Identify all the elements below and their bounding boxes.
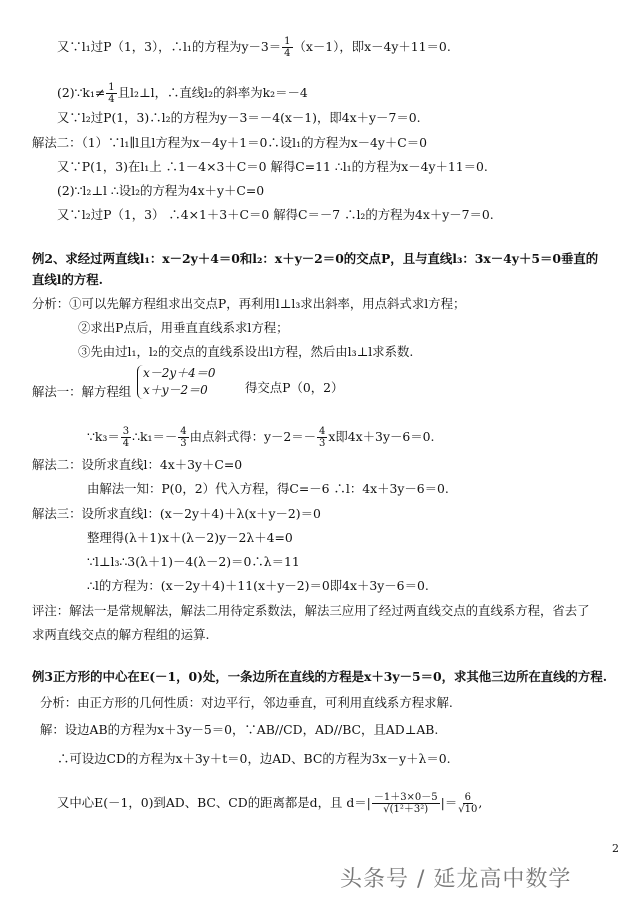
analysis-1: 分析：①可以先解方程组求出交点P，再利用l⊥l₃求出斜率，用点斜式求l方程； xyxy=(32,296,466,311)
text: x即4x＋3y－6＝0. xyxy=(328,429,435,444)
comment-2: 求两直线交点的解方程组的运算. xyxy=(32,627,210,642)
solution-3-line-4: ∴l的方程为：(x－2y＋4)＋11(x＋y－2)＝0即4x＋3y－6＝0. xyxy=(87,578,429,593)
page-number: 2 xyxy=(612,842,619,855)
denominator: 4 xyxy=(284,48,291,59)
equation-2: x＋y－2＝0 xyxy=(143,383,208,397)
text: 且l₂⊥l，∴直线l₂的斜率为k₂＝－4 xyxy=(117,85,308,100)
text: (2)∵k₁≠ xyxy=(57,85,106,100)
denominator: √(1²＋3²) xyxy=(383,804,429,815)
denominator: 4 xyxy=(108,94,115,105)
solution-2-line-1: 解法二：设所求直线l：4x＋3y＋C=0 xyxy=(32,457,243,472)
numerator: 3 xyxy=(122,426,130,437)
denominator: √10 xyxy=(458,804,478,815)
example-2-title: 例2、求经过两直线l₁：x－2y＋4＝0和l₂：x＋y－2＝0的交点P，且与直线l₃：3x－4y＋5＝0垂直的 xyxy=(32,251,599,266)
fraction xyxy=(317,426,327,449)
text: |＝ xyxy=(440,795,458,810)
line-2 xyxy=(57,82,308,105)
example-3-solution-1: 解：设边AB的方程为x＋3y－5＝0，∵AB//CD，AD//BC，且AD⊥AB. xyxy=(40,722,439,737)
fraction xyxy=(121,426,131,449)
fraction xyxy=(372,792,440,815)
text: , xyxy=(478,795,483,810)
example-3-analysis: 分析：由正方形的几何性质：对边平行，邻边垂直，可利用直线系方程求解. xyxy=(40,695,453,710)
numerator: 1 xyxy=(284,36,291,47)
watermark xyxy=(340,862,571,893)
text: ∵k₃＝ xyxy=(87,429,120,444)
example-3-solution-3 xyxy=(57,792,482,815)
fraction xyxy=(282,36,292,59)
denominator: 4 xyxy=(122,438,130,449)
watermark-name: 延龙高中数学 xyxy=(433,867,572,892)
solution-1-label: 解法一：解方程组 xyxy=(32,384,132,399)
text: 又∵l₁过P（1，3），∴l₁的方程为y－3＝ xyxy=(57,39,282,54)
line-6: (2)∵l₂⊥l ∴设l₂的方程为4x＋y＋C=0 xyxy=(57,183,265,198)
example-3-solution-2: ∴可设边CD的方程为x＋3y＋t＝0，边AD、BC的方程为3x－y＋λ＝0. xyxy=(57,751,451,766)
watermark-separator: / xyxy=(409,867,434,892)
comment-1: 评注：解法一是常规解法，解法二用待定系数法，解法三应用了经过两直线交点的直线系方程，省去了 xyxy=(32,603,590,618)
equation-1: x－2y＋4＝0 xyxy=(143,366,216,380)
solution-3-line-3: ∵l⊥l₃∴3(λ＋1)－4(λ－2)＝0∴λ＝11 xyxy=(87,554,300,569)
text: ∴k₁＝－ xyxy=(132,429,178,444)
line-7: 又∵l₂过P（1，3） ∴4×1＋3＋C＝0 解得C＝－7 ∴l₂的方程为4x＋y－7＝0. xyxy=(57,207,494,222)
numerator: 1 xyxy=(108,82,115,93)
watermark-prefix: 头条号 xyxy=(340,867,410,892)
line-5: 又∵P(1，3)在l₁上 ∴1－4×3＋C＝0 解得C=11 ∴l₁的方程为x－4y＋11＝0. xyxy=(57,159,488,174)
denominator: 3 xyxy=(180,438,187,449)
fraction xyxy=(106,82,116,105)
line-4: 解法二：（1）∵l₁∥l且l方程为x－4y＋1＝0∴设l₁的方程为x－4y＋C＝0 xyxy=(32,135,428,150)
numerator: 6 xyxy=(464,792,471,803)
solution-3-line-2: 整理得(λ＋1)x＋(λ－2)y－2λ＋4=0 xyxy=(87,530,293,545)
solution-1-result: 得交点P（0，2） xyxy=(245,380,344,395)
numerator: －1＋3×0－5 xyxy=(373,792,438,803)
analysis-3: ③先由过l₁，l₂的交点的直线系设出l方程，然后由l₃⊥l求系数. xyxy=(78,344,414,359)
numerator: 4 xyxy=(180,426,187,437)
solution-3-line-1: 解法三：设所求直线l：(x－2y＋4)＋λ(x＋y－2)＝0 xyxy=(32,506,321,521)
solution-2-line-2: 由解法一知：P(0，2）代入方程，得C=－6 ∴l：4x＋3y－6＝0. xyxy=(87,481,449,496)
equation-system xyxy=(137,365,215,399)
fraction xyxy=(178,426,188,449)
example-2-title-cont: 直线l的方程. xyxy=(32,272,103,287)
example-3-title: 例3正方形的中心在E(－1，0)处，一条边所在直线的方程是x＋3y－5＝0，求其他三边所在直线的方程. xyxy=(32,669,608,684)
numerator: 4 xyxy=(319,426,326,437)
denominator: 3 xyxy=(319,438,326,449)
line-1 xyxy=(57,36,451,59)
line-3: 又∵l₂过P(1，3)∴l₂的方程为y－3＝－4(x－1)，即4x＋y－7＝0. xyxy=(57,110,421,125)
text: 又中心E(－1，0)到AD、BC、CD的距离都是d，且 d＝| xyxy=(57,795,371,810)
text: （x－1），即x－4y＋11＝0. xyxy=(293,39,451,54)
fraction xyxy=(458,792,477,815)
analysis-2: ②求出P点后，用垂直直线系求l方程； xyxy=(78,320,289,335)
slope-line xyxy=(87,426,434,449)
text: 由点斜式得：y－2＝－ xyxy=(189,429,317,444)
